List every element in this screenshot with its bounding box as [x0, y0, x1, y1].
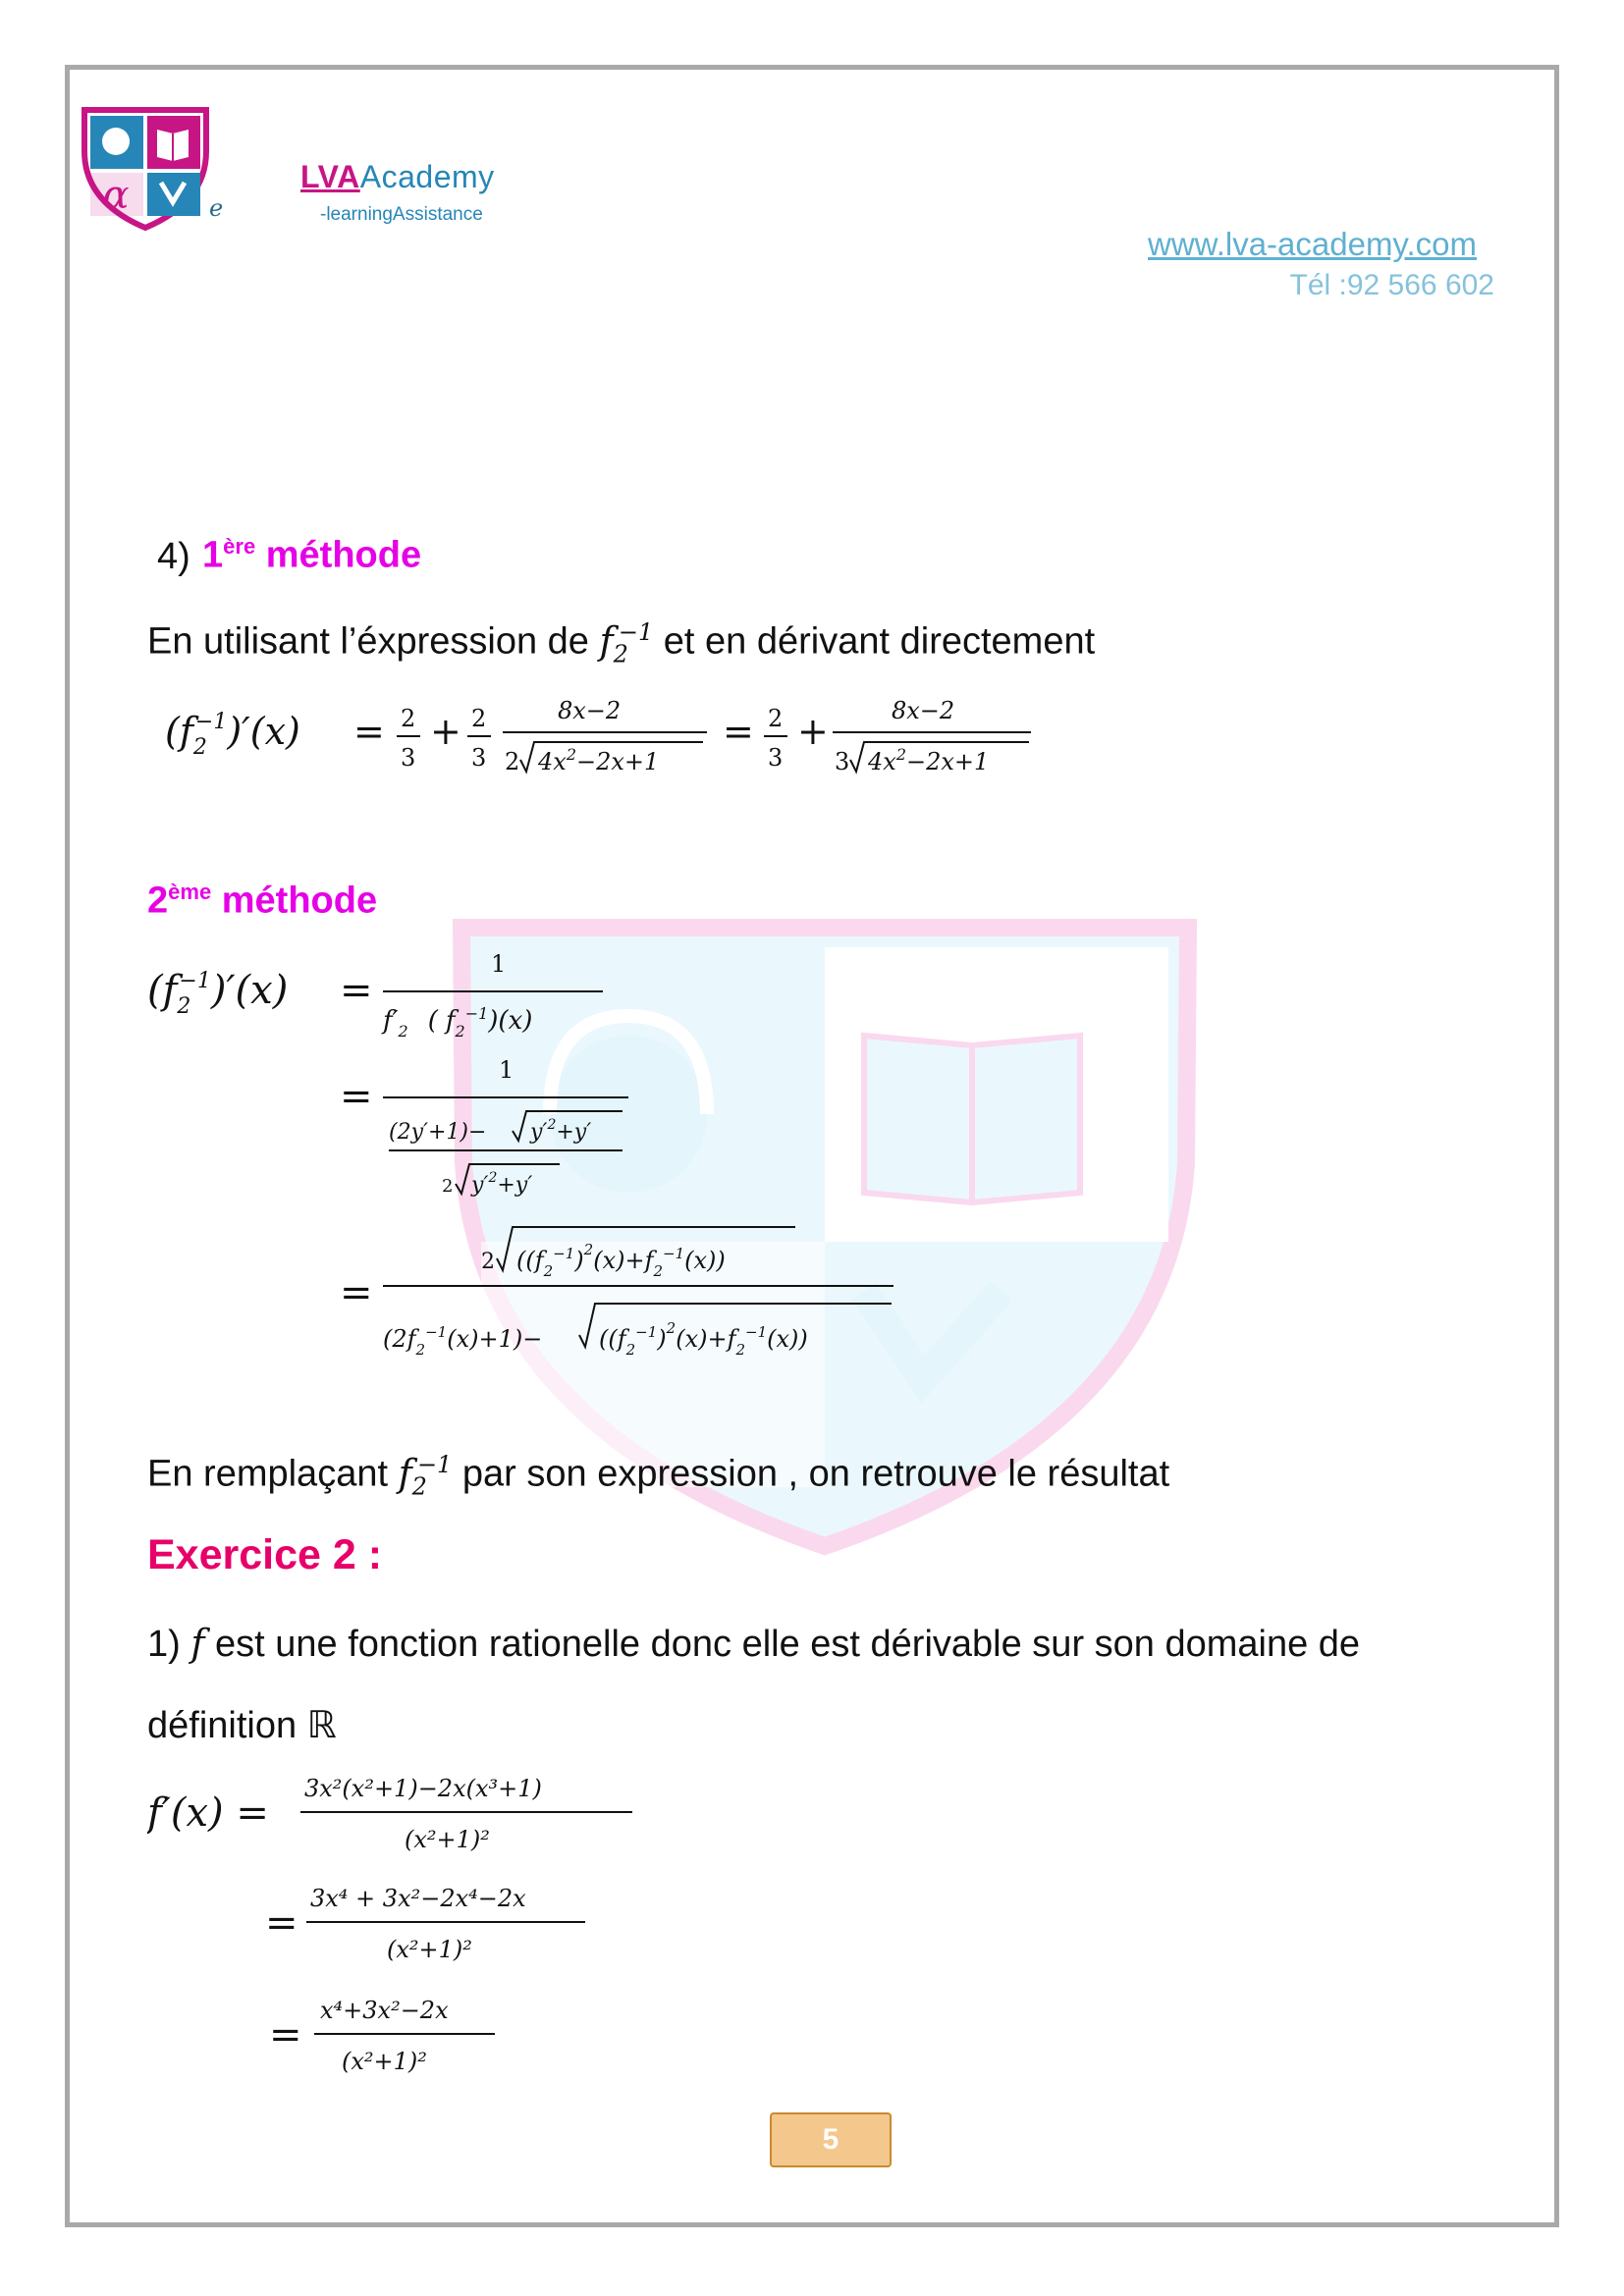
- eq2-num2: 1: [499, 1056, 514, 1084]
- exercise-title: Exercice 2 :: [147, 1531, 383, 1578]
- eq2-dy-rad: $y'^2+y'$: [530, 1117, 592, 1145]
- eq2-dy-coef: 2: [442, 1176, 454, 1197]
- eq2-den1: $f'_2$ ( $f_2^{-1})(x)$: [383, 1004, 533, 1041]
- eq1-frac4-den: 3: [768, 744, 784, 772]
- eq1-plus: +: [430, 710, 461, 753]
- method2-word: méthode: [221, 880, 378, 922]
- f-inverse-2: $f_2^{-1}$: [398, 1451, 453, 1501]
- eq2-equals1: =: [340, 968, 373, 1013]
- eq2-equals3: =: [340, 1270, 373, 1315]
- eq1-frac2-num: 2: [471, 705, 487, 732]
- page-number: 5: [770, 2112, 892, 2167]
- line2-b: par son expression , on retrouve le résultat: [461, 1453, 1170, 1495]
- eq1-frac1-num: 2: [401, 705, 416, 732]
- brand-title: [300, 159, 495, 195]
- eq1-frac3-coef: 2: [505, 748, 520, 775]
- eq2-den3: $(2f_2^{-1}(x)+1)-$: [383, 1323, 543, 1359]
- eq2-dy-rad2: $y'^2+y'$: [471, 1170, 533, 1198]
- method2-equations: [147, 942, 933, 1414]
- line1-b: et en dérivant directement: [663, 620, 1096, 663]
- method1-num: 1: [202, 534, 224, 576]
- method2-num: 2: [147, 880, 169, 922]
- eq2-equals2: =: [340, 1074, 373, 1119]
- eq1-frac5-num: 8x−2: [892, 697, 955, 724]
- eq1-equals: =: [353, 710, 385, 753]
- eq1-equals2: =: [723, 710, 754, 753]
- method1-heading: [202, 534, 421, 577]
- eq1-frac1-den: 3: [401, 744, 416, 772]
- ex2-line1-num: 1): [147, 1624, 181, 1665]
- d2-num: 3x⁴ + 3x²−2x⁴−2x: [310, 1885, 526, 1912]
- logo-shield-icon: [77, 104, 214, 232]
- d3-equals: =: [269, 2012, 302, 2057]
- eq2-dy-top: (2y′+1)−: [389, 1120, 487, 1145]
- eq2-num3: $((f_2^{-1})^2(x)+f_2^{-1}(x))$: [516, 1241, 726, 1280]
- eq2-num1: 1: [491, 950, 507, 978]
- logo-e: e: [209, 194, 224, 222]
- d2-equals: =: [265, 1900, 298, 1946]
- f-inverse: $f_2^{-1}$: [599, 618, 654, 668]
- eq1-frac3-num: 8x−2: [558, 697, 622, 724]
- method2-sup: ème: [168, 880, 212, 904]
- eq1-plus2: +: [797, 710, 829, 753]
- website-link[interactable]: www.lva-academy.com: [1148, 226, 1477, 262]
- brand-academy: Academy: [359, 159, 495, 194]
- line2-a: En remplaçant: [147, 1453, 389, 1495]
- eq1-rad1: $4x^2-2x+1$: [538, 745, 660, 775]
- ex2-line1: [147, 1622, 1360, 1666]
- eq2-num3-coef: 2: [481, 1250, 495, 1274]
- ex2-line2: définition ℝ: [147, 1705, 337, 1746]
- method1-word: méthode: [265, 534, 422, 576]
- ex2-var-f: f: [190, 1622, 205, 1665]
- eq1-lhs: $(f_2-1)'(x)$: [165, 710, 300, 760]
- eq1-frac4-num: 2: [768, 705, 784, 732]
- eq1-frac5-coef: 3: [835, 748, 850, 775]
- d1-num: 3x²(x²+1)−2x(x³+1): [304, 1775, 542, 1802]
- d1-den: (x²+1)²: [405, 1826, 490, 1853]
- ex2-line1-text: est une fonction rationelle donc elle est dérivable sur son domaine de: [215, 1624, 1361, 1665]
- q4-line1: [147, 618, 1095, 667]
- method1-sup: ère: [223, 534, 256, 559]
- brand-lva: LVA: [300, 159, 360, 194]
- method2-heading: [147, 880, 377, 923]
- telephone: Tél :92 566 602: [1289, 269, 1494, 301]
- line1-a: En utilisant l’éxpression de: [147, 620, 589, 663]
- eq2-den3-rad: $((f_2^{-1})^2(x)+f_2^{-1}(x))$: [599, 1319, 808, 1359]
- d3-num: x⁴+3x²−2x: [320, 1997, 449, 2024]
- d3-den: (x²+1)²: [342, 2048, 427, 2075]
- method1-equation: [165, 683, 1049, 781]
- d2-den: (x²+1)²: [387, 1936, 472, 1963]
- logo-alpha: α: [102, 173, 130, 218]
- eq1-frac2-den: 3: [471, 744, 487, 772]
- derivative-equations: [147, 1767, 697, 2101]
- q4-number: 4): [157, 536, 190, 577]
- brand-subtitle: -learningAssistance: [320, 204, 483, 225]
- fprime-lhs: f′(x) =: [147, 1790, 269, 1836]
- eq1-rad2: $4x^2-2x+1$: [868, 745, 990, 775]
- eq2-lhs: $(f_2-1)'(x)$: [147, 968, 289, 1019]
- q4-line2: [147, 1451, 1169, 1500]
